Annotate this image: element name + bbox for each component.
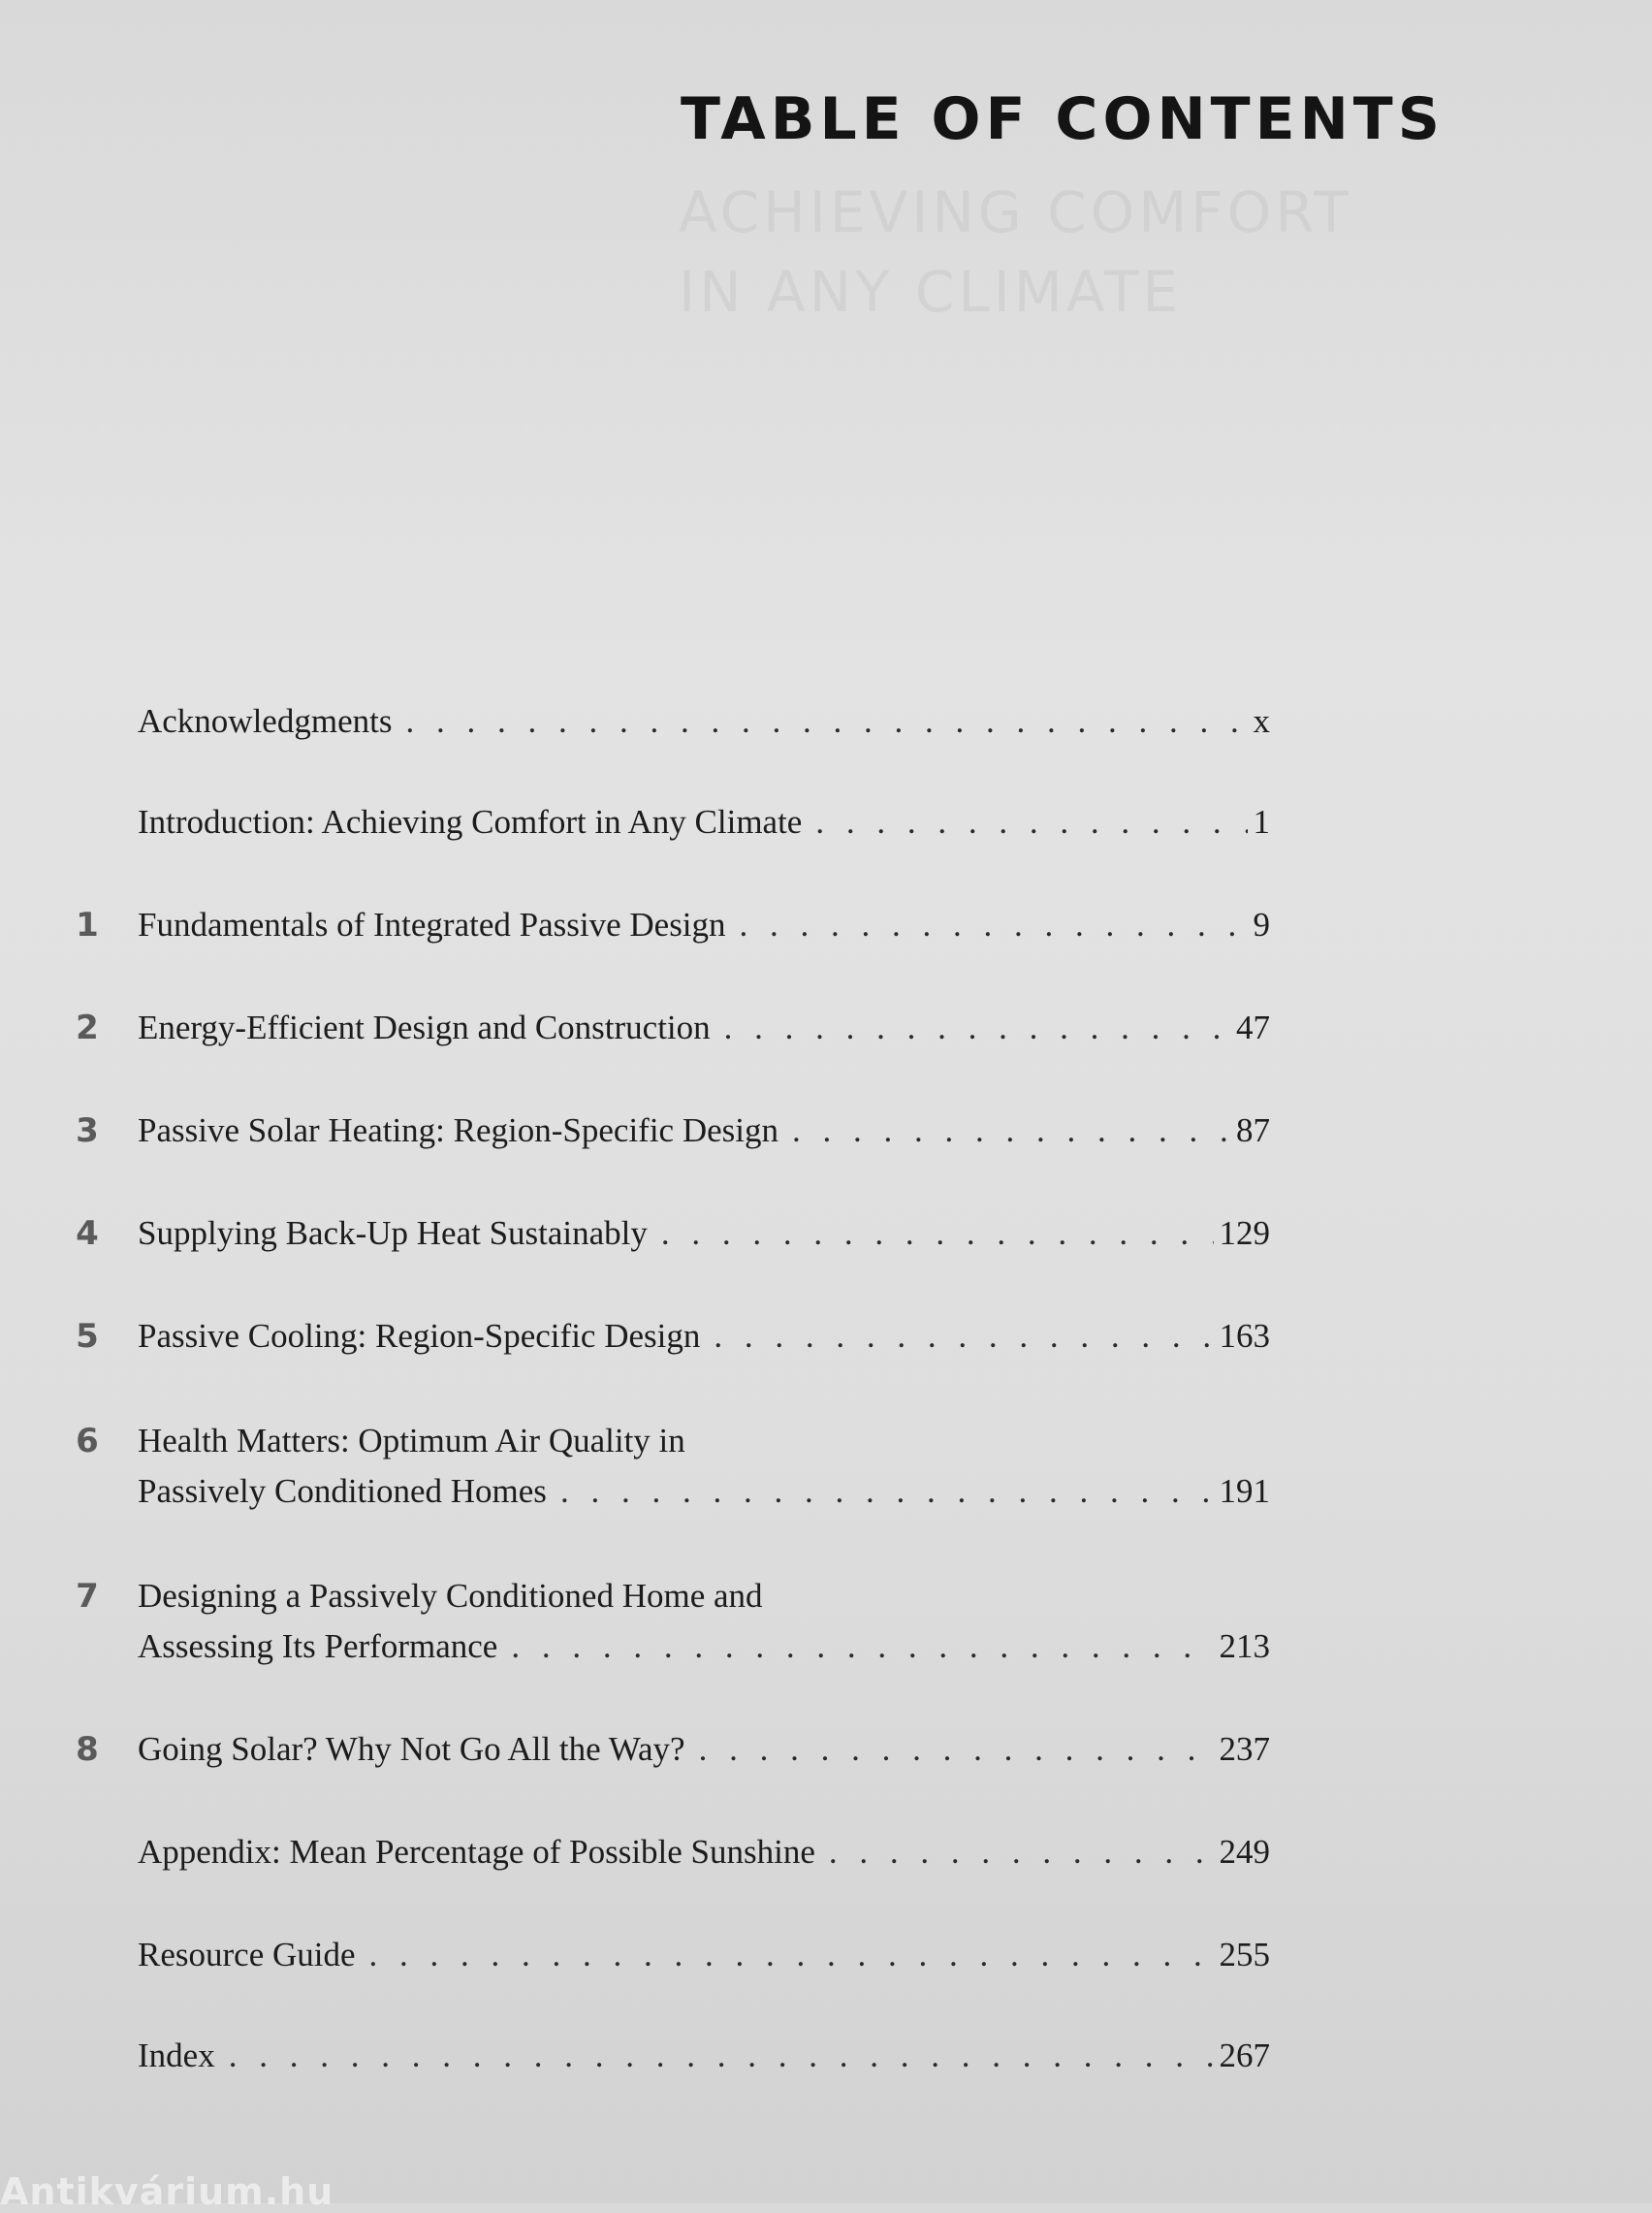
entry-title: Energy-Efficient Design and Construction: [138, 1009, 711, 1046]
entry-title: Appendix: Mean Percentage of Possible Sunshine: [138, 1833, 815, 1871]
dot-leader: [369, 1930, 1214, 1980]
entry-title-line1: Health Matters: Optimum Air Quality in: [138, 1422, 685, 1459]
entry-title: Acknowledgments: [138, 702, 393, 740]
dot-leader: [792, 1106, 1230, 1156]
chapter-number: 1: [76, 906, 99, 945]
page-number: 249: [1219, 1833, 1270, 1871]
chapter-number: 8: [76, 1730, 99, 1769]
entry-title: Passive Solar Heating: Region-Specific Design: [138, 1111, 778, 1149]
page-number: 129: [1219, 1214, 1270, 1252]
page-number: 1: [1253, 803, 1270, 841]
dot-leader: [724, 1003, 1230, 1053]
page-number: 47: [1236, 1009, 1270, 1046]
page-number: 191: [1219, 1472, 1270, 1510]
entry-title: Fundamentals of Integrated Passive Design: [138, 906, 726, 944]
entry-title: Resource Guide: [138, 1936, 356, 1973]
show-through-line: ACHIEVING COMFORT: [679, 179, 1352, 245]
watermark: Antikvárium.hu: [0, 2170, 334, 2213]
entry-title: Assessing Its Performance: [138, 1627, 498, 1665]
entry-title: Supplying Back-Up Heat Sustainably: [138, 1214, 648, 1252]
dot-leader: [699, 1724, 1214, 1775]
entry-title: Going Solar? Why Not Go All the Way?: [138, 1730, 685, 1768]
chapter-number: 6: [76, 1422, 99, 1460]
dot-leader: [405, 696, 1247, 747]
entry-title-line1: Designing a Passively Conditioned Home and: [138, 1577, 763, 1615]
page-number: x: [1253, 702, 1270, 740]
page-number: 87: [1236, 1111, 1270, 1149]
entry-title: Passive Cooling: Region-Specific Design: [138, 1317, 701, 1355]
page-number: 237: [1219, 1730, 1270, 1768]
chapter-number: 4: [76, 1214, 99, 1253]
entry-title: Introduction: Achieving Comfort in Any Climate: [138, 803, 803, 841]
entry-title: Passively Conditioned Homes: [138, 1472, 547, 1510]
page-number: 9: [1253, 906, 1270, 944]
chapter-number: 3: [76, 1111, 99, 1150]
dot-leader: [560, 1466, 1214, 1517]
chapter-number: 7: [76, 1577, 99, 1616]
page-number: 267: [1219, 2037, 1270, 2074]
page-number: 213: [1219, 1627, 1270, 1665]
dot-leader: [229, 2031, 1214, 2081]
dot-leader: [714, 1311, 1213, 1362]
dot-leader: [740, 900, 1248, 950]
page-number: 163: [1219, 1317, 1270, 1355]
page-number: 255: [1219, 1936, 1270, 1973]
page-title: TABLE OF CONTENTS: [681, 85, 1445, 153]
dot-leader: [829, 1827, 1214, 1877]
dot-leader: [661, 1208, 1214, 1259]
entry-title: Index: [138, 2037, 215, 2074]
show-through-line: IN ANY CLIMATE: [679, 259, 1183, 325]
dot-leader: [511, 1621, 1213, 1672]
chapter-number: 2: [76, 1009, 99, 1047]
chapter-number: 5: [76, 1317, 99, 1356]
dot-leader: [815, 797, 1247, 848]
